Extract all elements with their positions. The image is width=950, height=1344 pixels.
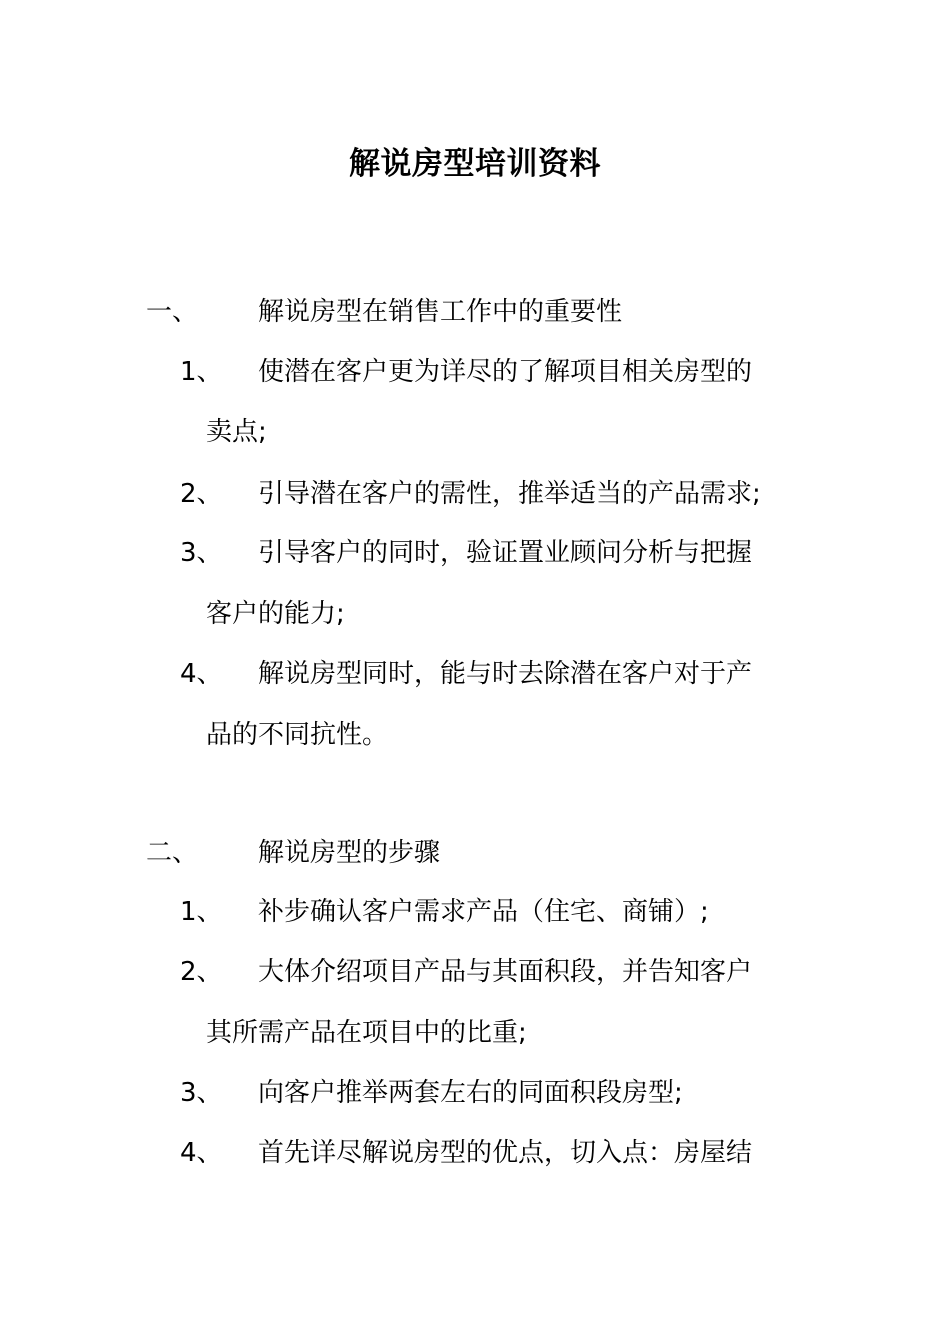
section-1-item-4-line-1: 解说房型同时，能与时去除潜在客户对于产	[258, 659, 753, 689]
section-2-item-4-number: 4、	[180, 1138, 223, 1168]
section-1-heading: 解说房型在销售工作中的重要性	[258, 297, 623, 327]
section-2-item-2-line-2: 其所需产品在项目中的比重;	[206, 1018, 527, 1048]
section-1-item-3-number: 3、	[180, 538, 223, 568]
section-1-item-1-line-2: 卖点;	[206, 417, 267, 447]
section-1-item-2-line-1: 引导潜在客户的需性，推举适当的产品需求;	[258, 479, 761, 509]
section-1-item-1-line-1: 使潜在客户更为详尽的了解项目相关房型的	[258, 357, 753, 387]
section-1-item-3-line-2: 客户的能力;	[206, 599, 345, 629]
section-1-item-4-number: 4、	[180, 659, 223, 689]
section-2-item-3-line-1: 向客户推举两套左右的同面积段房型;	[258, 1078, 683, 1108]
section-2-item-4-line-1: 首先详尽解说房型的优点，切入点：房屋结	[258, 1138, 753, 1168]
section-2-item-2-line-1: 大体介绍项目产品与其面积段，并告知客户	[258, 957, 753, 987]
section-2-heading: 解说房型的步骤	[258, 838, 441, 868]
section-1-number: 一、	[146, 297, 199, 327]
page-title: 解说房型培训资料	[349, 146, 601, 182]
section-2-item-1-number: 1、	[180, 897, 223, 927]
section-1-item-2-number: 2、	[180, 479, 223, 509]
section-1-item-3-line-1: 引导客户的同时，验证置业顾问分析与把握	[258, 538, 753, 568]
section-2-item-3-number: 3、	[180, 1078, 223, 1108]
section-1-item-1-number: 1、	[180, 357, 223, 387]
section-2-item-1-line-1: 补步确认客户需求产品（住宅、商铺）;	[258, 897, 709, 927]
section-1-item-4-line-2: 品的不同抗性。	[206, 720, 389, 750]
section-2-number: 二、	[146, 838, 199, 868]
section-2-item-2-number: 2、	[180, 957, 223, 987]
